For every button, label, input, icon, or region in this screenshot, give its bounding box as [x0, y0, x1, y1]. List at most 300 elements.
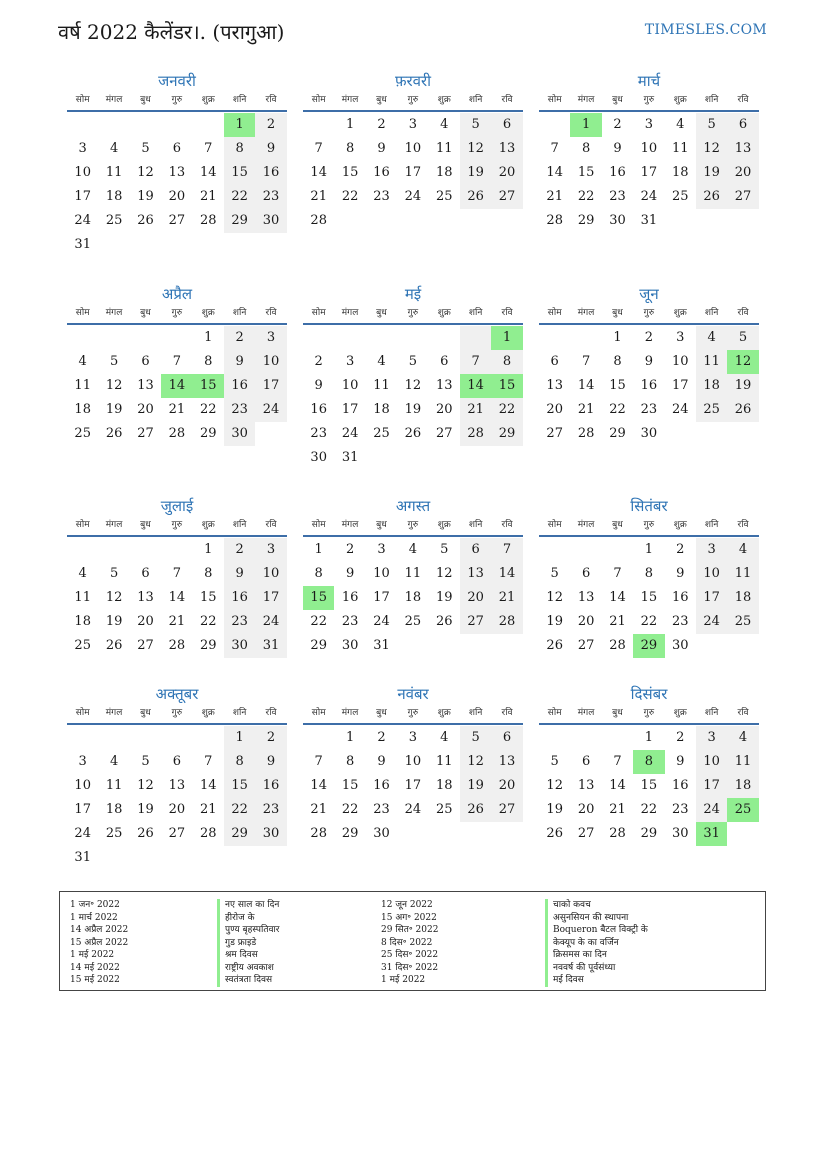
- holiday-name: नए साल का दिन: [217, 899, 279, 912]
- day-cell: 18: [696, 374, 727, 398]
- day-cell: 8: [204, 354, 213, 369]
- weekday-label: सोम: [75, 520, 90, 530]
- day-cell: 12: [137, 778, 154, 793]
- day-cell: 28: [168, 426, 186, 441]
- day-cell: 24: [74, 826, 91, 841]
- day-cell: 25: [696, 398, 727, 422]
- weekday-label: शुक्र: [673, 520, 687, 530]
- day-cell: 23: [224, 398, 255, 422]
- day-cell: 12: [546, 590, 563, 605]
- day-cell: 24: [404, 189, 422, 204]
- day-cell: 9: [224, 562, 255, 586]
- day-cell: 16: [310, 402, 327, 417]
- weekday-label: मंगल: [105, 95, 123, 105]
- weekday-label: रवि: [501, 708, 513, 718]
- month-name: नवंबर: [397, 685, 429, 703]
- day-cell: 19: [696, 161, 727, 185]
- empty-day-cell: [539, 726, 570, 750]
- weekday-label: गुरु: [171, 708, 183, 718]
- day-cell: 8: [224, 750, 255, 774]
- day-cell: 25: [74, 426, 91, 441]
- day-cell: 26: [404, 426, 422, 441]
- day-cell: 2: [377, 730, 386, 745]
- weekday-label: बुध: [612, 95, 623, 105]
- holiday-date: 14 अप्रैल 2022: [70, 925, 129, 935]
- day-cell: 29: [224, 209, 255, 233]
- day-cell: 6: [491, 726, 522, 750]
- day-cell: 4: [440, 117, 449, 132]
- day-cell: 18: [435, 165, 453, 180]
- day-grid: [67, 325, 287, 446]
- weekday-label: शनि: [468, 520, 483, 530]
- empty-day-cell: [67, 538, 98, 562]
- holiday-day-cell: 31: [696, 822, 727, 846]
- day-grid: [303, 537, 523, 658]
- day-cell: 1: [314, 542, 323, 557]
- day-cell: 17: [255, 374, 286, 398]
- day-cell: 13: [460, 562, 491, 586]
- day-cell: 5: [109, 354, 119, 369]
- holiday-names-right: [545, 899, 648, 987]
- holiday-dates-left: [70, 899, 128, 987]
- month-block: [303, 683, 523, 846]
- day-cell: 27: [435, 426, 453, 441]
- day-cell: 2: [345, 542, 355, 557]
- day-cell: 2: [377, 117, 386, 132]
- brand-link[interactable]: TIMESLES.COM: [644, 22, 767, 38]
- day-cell: 27: [137, 426, 154, 441]
- day-cell: 3: [696, 538, 727, 562]
- holiday-name: केक्यूप के का वर्जिन: [545, 937, 648, 950]
- day-cell: 14: [577, 378, 595, 393]
- day-cell: 11: [373, 378, 390, 393]
- holiday-name: चाको कवच: [545, 899, 648, 912]
- day-cell: 30: [341, 638, 359, 653]
- day-cell: 18: [74, 402, 91, 417]
- day-cell: 29: [310, 638, 327, 653]
- day-cell: 26: [546, 826, 563, 841]
- day-cell: 25: [435, 189, 453, 204]
- day-cell: 23: [341, 614, 359, 629]
- day-cell: 5: [460, 726, 491, 750]
- day-cell: 9: [377, 754, 386, 769]
- weekday-label: सोम: [311, 308, 326, 318]
- weekday-label: शनि: [704, 308, 719, 318]
- day-cell: 2: [644, 330, 653, 345]
- holiday-list: [59, 891, 766, 991]
- weekday-label: मंगल: [105, 708, 123, 718]
- day-cell: 29: [577, 213, 595, 228]
- holiday-name: असुनसियन की स्थापना: [545, 912, 648, 925]
- weekday-label: शुक्र: [437, 308, 451, 318]
- empty-day-cell: [429, 326, 460, 350]
- day-cell: 23: [640, 402, 658, 417]
- day-cell: 4: [377, 354, 386, 369]
- day-cell: 19: [546, 802, 563, 817]
- day-cell: 18: [105, 189, 123, 204]
- day-cell: 25: [105, 213, 123, 228]
- day-cell: 7: [314, 141, 323, 156]
- day-cell: 25: [435, 802, 453, 817]
- month-name: अक्तूबर: [155, 685, 199, 703]
- day-cell: 17: [74, 802, 91, 817]
- day-cell: 11: [696, 350, 727, 374]
- day-cell: 16: [224, 586, 255, 610]
- day-cell: 25: [373, 426, 390, 441]
- weekday-label: बुध: [140, 520, 151, 530]
- holiday-day-cell: 1: [224, 113, 255, 137]
- day-cell: 16: [671, 778, 689, 793]
- day-cell: 15: [640, 778, 658, 793]
- month-block: [539, 683, 759, 846]
- holiday-date: 15 अप्रैल 2022: [70, 937, 129, 948]
- holiday-name: नववर्ष की पूर्वसंध्या: [545, 962, 648, 975]
- day-cell: 29: [609, 426, 626, 441]
- month-block: [67, 495, 287, 658]
- day-cell: 13: [137, 590, 154, 605]
- weekday-header: [539, 92, 759, 112]
- day-cell: 11: [74, 590, 91, 605]
- day-cell: 18: [373, 402, 390, 417]
- day-cell: 25: [105, 826, 123, 841]
- day-grid: [67, 112, 287, 257]
- day-cell: 23: [373, 189, 390, 204]
- day-cell: 20: [137, 402, 154, 417]
- day-cell: 2: [314, 354, 323, 369]
- day-cell: 10: [696, 562, 727, 586]
- day-cell: 19: [404, 402, 422, 417]
- empty-day-cell: [539, 538, 570, 562]
- day-cell: 15: [341, 778, 359, 793]
- day-cell: 1: [345, 117, 355, 132]
- empty-day-cell: [161, 326, 192, 350]
- day-cell: 21: [199, 802, 217, 817]
- day-cell: 13: [168, 778, 186, 793]
- day-cell: 20: [460, 586, 491, 610]
- day-cell: 20: [727, 161, 758, 185]
- day-cell: 1: [204, 330, 213, 345]
- weekday-label: शुक्र: [201, 708, 215, 718]
- day-cell: 28: [577, 426, 595, 441]
- weekday-label: रवि: [501, 520, 513, 530]
- day-cell: 18: [727, 586, 758, 610]
- day-cell: 26: [460, 185, 491, 209]
- day-cell: 9: [676, 754, 685, 769]
- day-cell: 13: [727, 137, 758, 161]
- weekday-label: गुरु: [407, 95, 419, 105]
- empty-day-cell: [130, 538, 161, 562]
- weekday-label: मंगल: [341, 520, 359, 530]
- holiday-name: Boqueron बैटल विक्ट्री के: [545, 924, 648, 937]
- day-cell: 29: [199, 426, 217, 441]
- day-cell: 9: [613, 141, 622, 156]
- day-cell: 10: [640, 141, 658, 156]
- day-cell: 16: [224, 374, 255, 398]
- day-cell: 30: [255, 209, 286, 233]
- holiday-date: 12 जून 2022: [381, 900, 433, 910]
- day-cell: 16: [671, 590, 689, 605]
- day-cell: 30: [224, 634, 255, 658]
- day-cell: 15: [577, 165, 595, 180]
- day-cell: 28: [460, 422, 491, 446]
- day-cell: 14: [168, 590, 186, 605]
- holiday-date: 25 दिस॰ 2022: [381, 950, 439, 960]
- day-cell: 11: [105, 165, 123, 180]
- day-cell: 5: [109, 566, 119, 581]
- day-cell: 23: [255, 798, 286, 822]
- day-cell: 24: [74, 213, 91, 228]
- holiday-name: श्रम दिवस: [217, 949, 279, 962]
- empty-day-cell: [193, 113, 224, 137]
- day-cell: 3: [78, 141, 87, 156]
- day-cell: 22: [491, 398, 522, 422]
- month-name: दिसंबर: [630, 685, 668, 703]
- day-cell: 22: [341, 189, 359, 204]
- weekday-label: रवि: [737, 95, 749, 105]
- day-cell: 24: [696, 798, 727, 822]
- day-cell: 2: [255, 726, 286, 750]
- day-cell: 13: [577, 778, 595, 793]
- day-cell: 17: [671, 378, 689, 393]
- day-cell: 26: [105, 426, 123, 441]
- day-cell: 6: [172, 141, 181, 156]
- weekday-label: शनि: [468, 95, 483, 105]
- weekday-header: [67, 517, 287, 537]
- empty-day-cell: [460, 326, 491, 350]
- day-cell: 7: [613, 566, 622, 581]
- day-grid: [539, 537, 759, 658]
- day-cell: 20: [168, 802, 186, 817]
- month-name: जून: [639, 285, 659, 303]
- month-name: मार्च: [637, 72, 661, 90]
- day-cell: 3: [676, 330, 685, 345]
- weekday-label: बुध: [376, 308, 387, 318]
- weekday-label: मंगल: [341, 708, 359, 718]
- day-cell: 4: [440, 730, 449, 745]
- day-cell: 24: [373, 614, 390, 629]
- holiday-date: 15 मई 2022: [70, 975, 120, 985]
- day-cell: 25: [727, 610, 758, 634]
- day-cell: 31: [255, 634, 286, 658]
- day-grid: [539, 325, 759, 446]
- weekday-label: गुरु: [643, 520, 655, 530]
- day-cell: 2: [224, 326, 255, 350]
- day-cell: 15: [609, 378, 626, 393]
- day-cell: 8: [491, 350, 522, 374]
- day-cell: 1: [644, 542, 653, 557]
- weekday-label: शुक्र: [673, 308, 687, 318]
- weekday-label: शनि: [232, 520, 247, 530]
- holiday-day-cell: 29: [633, 634, 664, 658]
- holiday-date: 29 सित॰ 2022: [381, 925, 439, 935]
- day-cell: 28: [310, 213, 327, 228]
- weekday-label: बुध: [376, 708, 387, 718]
- empty-day-cell: [98, 326, 129, 350]
- day-cell: 9: [377, 141, 386, 156]
- holiday-dates-right: [381, 899, 438, 987]
- holiday-date: 31 दिस॰ 2022: [381, 962, 439, 973]
- day-cell: 20: [491, 161, 522, 185]
- weekday-header: [539, 705, 759, 725]
- weekday-label: मंगल: [105, 520, 123, 530]
- day-cell: 9: [255, 137, 286, 161]
- day-cell: 9: [676, 566, 685, 581]
- day-cell: 14: [310, 165, 327, 180]
- day-grid: [303, 725, 523, 846]
- empty-day-cell: [161, 726, 192, 750]
- day-cell: 2: [224, 538, 255, 562]
- day-cell: 4: [109, 754, 119, 769]
- day-cell: 26: [435, 614, 453, 629]
- weekday-header: [303, 305, 523, 325]
- holiday-day-cell: 15: [491, 374, 522, 398]
- day-cell: 29: [640, 826, 658, 841]
- day-cell: 16: [255, 774, 286, 798]
- month-name: सितंबर: [630, 497, 668, 515]
- weekday-label: सोम: [547, 520, 562, 530]
- weekday-label: मंगल: [341, 308, 359, 318]
- day-cell: 3: [408, 730, 417, 745]
- day-cell: 10: [696, 750, 727, 774]
- month-block: [303, 283, 523, 470]
- month-name: जुलाई: [160, 497, 194, 515]
- day-cell: 18: [435, 778, 453, 793]
- day-cell: 3: [255, 538, 286, 562]
- empty-day-cell: [67, 326, 98, 350]
- day-cell: 27: [460, 610, 491, 634]
- day-cell: 27: [577, 826, 595, 841]
- day-cell: 17: [696, 774, 727, 798]
- day-cell: 1: [613, 330, 622, 345]
- weekday-label: सोम: [75, 308, 90, 318]
- weekday-label: मंगल: [577, 308, 595, 318]
- day-cell: 3: [78, 754, 87, 769]
- day-cell: 20: [546, 402, 563, 417]
- day-cell: 27: [168, 826, 186, 841]
- day-cell: 21: [168, 402, 186, 417]
- day-cell: 31: [373, 638, 390, 653]
- day-grid: [67, 725, 287, 870]
- day-cell: 17: [696, 586, 727, 610]
- weekday-header: [303, 705, 523, 725]
- holiday-name: स्वतंत्रता दिवस: [217, 974, 279, 987]
- day-cell: 26: [137, 213, 154, 228]
- day-cell: 17: [404, 165, 422, 180]
- holiday-day-cell: 8: [633, 750, 664, 774]
- day-grid: [539, 725, 759, 846]
- month-block: [67, 70, 287, 257]
- day-cell: 4: [78, 354, 87, 369]
- day-cell: 29: [341, 826, 359, 841]
- day-cell: 12: [137, 165, 154, 180]
- weekday-label: शनि: [232, 308, 247, 318]
- day-cell: 9: [314, 378, 323, 393]
- weekday-label: सोम: [311, 708, 326, 718]
- day-cell: 27: [491, 185, 522, 209]
- day-cell: 23: [224, 610, 255, 634]
- empty-day-cell: [539, 113, 570, 137]
- day-cell: 5: [727, 326, 758, 350]
- weekday-label: शनि: [468, 308, 483, 318]
- weekday-label: मंगल: [341, 95, 359, 105]
- day-cell: 5: [440, 542, 449, 557]
- empty-day-cell: [397, 326, 428, 350]
- day-cell: 6: [141, 566, 150, 581]
- weekday-label: रवि: [737, 520, 749, 530]
- day-cell: 7: [581, 354, 591, 369]
- day-cell: 6: [727, 113, 758, 137]
- holiday-date: 15 अग॰ 2022: [381, 912, 437, 923]
- day-cell: 14: [491, 562, 522, 586]
- weekday-label: बुध: [612, 708, 623, 718]
- day-cell: 21: [609, 614, 626, 629]
- day-cell: 12: [105, 378, 123, 393]
- day-cell: 13: [168, 165, 186, 180]
- day-cell: 23: [609, 189, 626, 204]
- day-cell: 5: [460, 113, 491, 137]
- day-cell: 27: [168, 213, 186, 228]
- day-cell: 19: [460, 774, 491, 798]
- weekday-label: रवि: [501, 95, 513, 105]
- day-cell: 26: [137, 826, 154, 841]
- day-cell: 14: [546, 165, 563, 180]
- holiday-day-cell: 1: [491, 326, 522, 350]
- day-cell: 11: [435, 141, 453, 156]
- day-cell: 6: [581, 566, 591, 581]
- day-cell: 10: [404, 141, 422, 156]
- day-cell: 24: [696, 610, 727, 634]
- day-cell: 30: [310, 450, 327, 465]
- weekday-label: शुक्र: [673, 708, 687, 718]
- month-block: [539, 495, 759, 658]
- weekday-label: शुक्र: [201, 95, 215, 105]
- weekday-label: शनि: [704, 708, 719, 718]
- day-cell: 19: [137, 189, 154, 204]
- weekday-label: बुध: [140, 708, 151, 718]
- day-cell: 16: [373, 165, 390, 180]
- day-cell: 31: [640, 213, 658, 228]
- holiday-date: 1 जन॰ 2022: [70, 900, 120, 910]
- day-cell: 30: [671, 826, 689, 841]
- day-cell: 30: [224, 422, 255, 446]
- day-cell: 6: [172, 754, 181, 769]
- weekday-label: शुक्र: [437, 708, 451, 718]
- day-cell: 8: [581, 141, 591, 156]
- day-cell: 1: [345, 730, 355, 745]
- day-cell: 10: [671, 354, 689, 369]
- day-cell: 23: [671, 614, 689, 629]
- day-cell: 17: [74, 189, 91, 204]
- holiday-date: 8 दिस॰ 2022: [381, 937, 433, 948]
- empty-day-cell: [570, 726, 601, 750]
- empty-day-cell: [539, 326, 570, 350]
- day-cell: 13: [577, 590, 595, 605]
- day-cell: 21: [491, 586, 522, 610]
- day-cell: 18: [105, 802, 123, 817]
- day-cell: 3: [696, 726, 727, 750]
- day-cell: 7: [204, 141, 213, 156]
- weekday-header: [303, 92, 523, 112]
- day-cell: 9: [345, 566, 355, 581]
- day-cell: 10: [255, 562, 286, 586]
- day-cell: 11: [727, 750, 758, 774]
- empty-day-cell: [130, 326, 161, 350]
- empty-day-cell: [303, 726, 334, 750]
- empty-day-cell: [193, 726, 224, 750]
- empty-day-cell: [602, 538, 633, 562]
- holiday-day-cell: 14: [161, 374, 192, 398]
- day-cell: 6: [550, 354, 559, 369]
